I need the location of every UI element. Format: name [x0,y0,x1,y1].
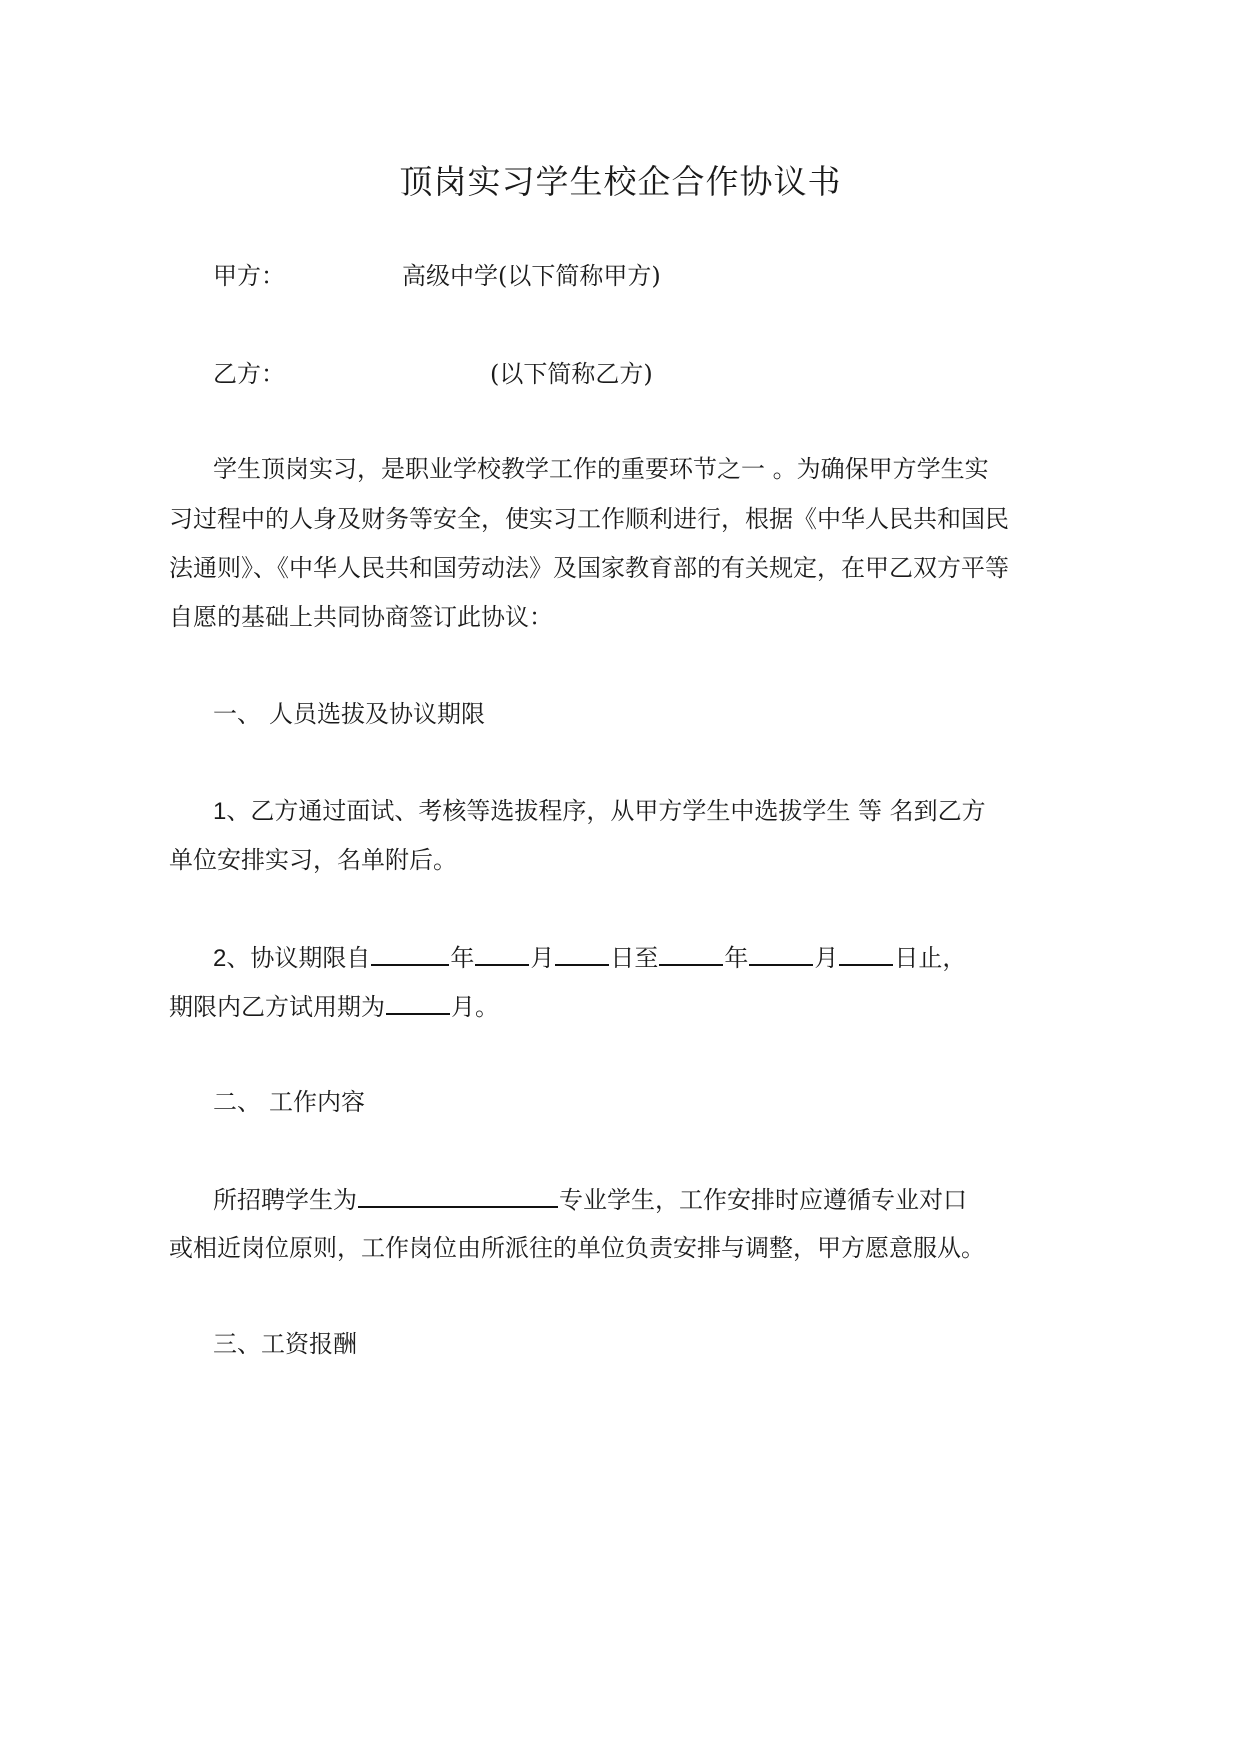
year-label: 年 [724,944,749,972]
month-label: 月 [530,944,555,972]
end-month-blank[interactable] [749,940,813,966]
month-label: 月 [814,944,839,972]
item-text: 、乙方通过面试、考核等选拔程序，从甲方学生中选拔学生 等 名到乙方 [226,797,986,825]
item-text-start: 、协议期限自 [226,944,371,972]
section-1-item-1-line-1 [213,794,986,829]
start-year-blank[interactable] [371,940,449,966]
section-1-item-1-line-2: 单位安排实习，名单附后。 [169,846,457,874]
section-1-item-2-line-2 [169,989,499,1024]
document-title: 顶岗实习学生校企合作协议书 [399,162,842,201]
probation-months-blank[interactable] [386,989,450,1015]
item-number: 1 [213,798,227,825]
day-end-label: 日止， [894,944,967,972]
intro-line-1: 学生顶岗实习，是职业学校教学工作的重要环节之一 。为确保甲方学生实 [213,455,989,483]
start-day-blank[interactable] [555,940,609,966]
section-2-heading: 工作内容 [269,1088,365,1116]
intro-line-4: 自愿的基础上共同协商签订此协议： [169,603,553,631]
section-2-line-1 [213,1182,967,1217]
major-prefix: 所招聘学生为 [213,1186,357,1214]
start-month-blank[interactable] [475,940,529,966]
probation-suffix: 月。 [451,993,499,1021]
section-1-heading: 人员选拔及协议期限 [269,700,485,728]
section-3-heading: 三、工资报酬 [213,1330,357,1358]
party-a-value: 高级中学(以下简称甲方) [402,262,661,290]
party-b-label: 乙方： [213,360,285,388]
probation-prefix: 期限内乙方试用期为 [169,993,385,1021]
section-2-line-2: 或相近岗位原则，工作岗位由所派往的单位负责安排与调整，甲方愿意服从。 [169,1234,985,1262]
item-number: 2 [213,945,227,972]
intro-line-3: 法通则》、《中华人民共和国劳动法》及国家教育部的有关规定，在甲乙双方平等 [169,554,1009,582]
intro-line-2: 习过程中的人身及财务等安全，使实习工作顺利进行，根据《中华人民共和国民 [169,505,1009,533]
major-blank[interactable] [358,1182,558,1208]
section-2-number: 二、 [213,1088,261,1116]
year-label: 年 [450,944,475,972]
end-day-blank[interactable] [839,940,893,966]
party-a-label: 甲方： [213,262,285,290]
end-year-blank[interactable] [659,940,723,966]
section-1-number: 一、 [213,700,261,728]
major-suffix: 专业学生，工作安排时应遵循专业对口 [559,1186,967,1214]
party-b-value: (以下简称乙方) [490,360,653,388]
section-1-item-2-line-1 [213,940,966,976]
day-to-label: 日至 [610,944,659,972]
